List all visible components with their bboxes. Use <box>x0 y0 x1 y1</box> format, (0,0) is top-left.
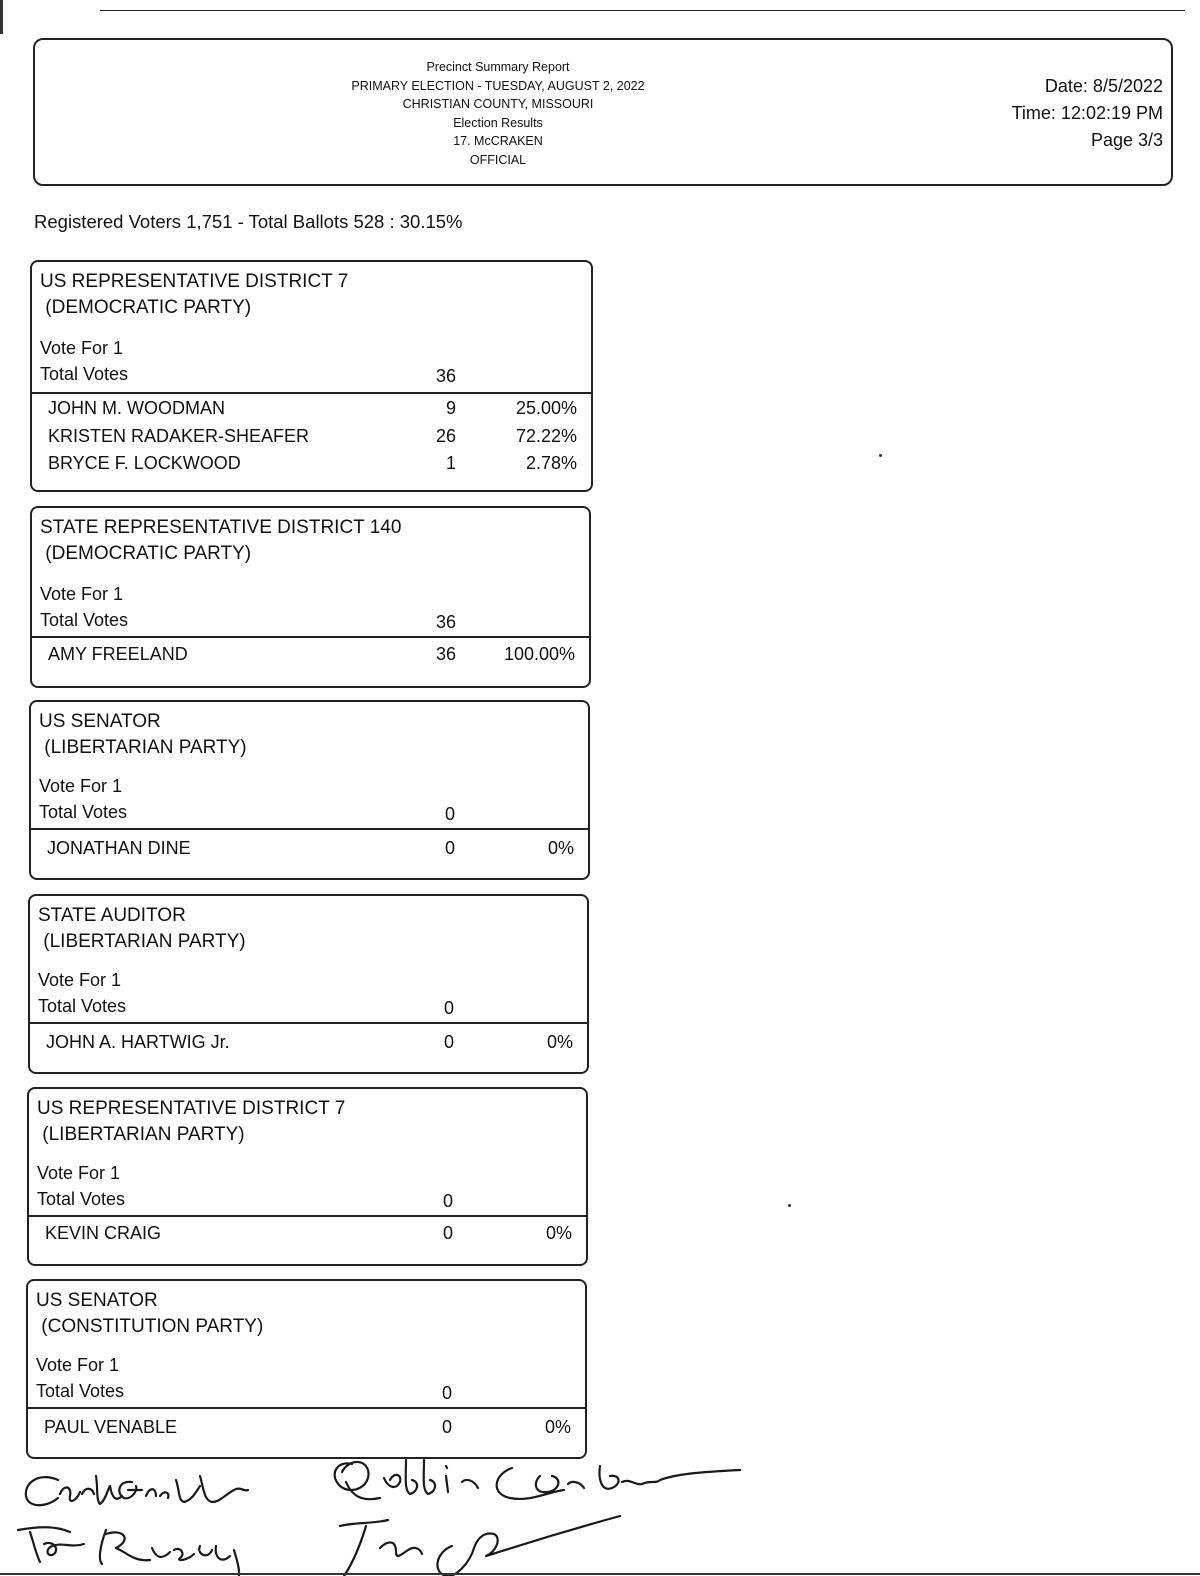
vote-for-label: Vote For 1 <box>37 1163 121 1183</box>
total-votes-value: 0 <box>444 804 455 824</box>
total-votes-label: Total Votes <box>37 1189 126 1209</box>
candidate-percent: 25.00% <box>515 398 577 418</box>
contest-title: STATE REPRESENTATIVE DISTRICT 140 <box>40 517 402 538</box>
signature-robbin-cordrae <box>335 1460 740 1499</box>
vote-for-label: Vote For 1 <box>38 970 122 990</box>
contest-divider <box>30 1022 587 1024</box>
contest-title-block <box>38 903 246 955</box>
contest-party: (DEMOCRATIC PARTY) <box>40 543 252 564</box>
total-votes-value: 0 <box>442 1191 453 1211</box>
candidate-percent: 0% <box>545 1223 572 1243</box>
candidate-votes: 9 <box>445 398 456 418</box>
candidate-percent: 0% <box>544 1417 571 1437</box>
total-votes-value: 36 <box>435 612 456 632</box>
election-name: PRIMARY ELECTION - TUESDAY, AUGUST 2, 2022 <box>351 78 645 93</box>
contest-party: (LIBERTARIAN PARTY) <box>39 737 247 758</box>
candidate-votes: 1 <box>445 453 456 473</box>
results-label: Election Results <box>453 115 543 130</box>
contest-title-block <box>39 709 247 761</box>
scan-edge-mark <box>0 0 3 34</box>
contest-title: US REPRESENTATIVE DISTRICT 7 <box>37 1098 346 1119</box>
candidate-name: BRYCE F. LOCKWOOD <box>48 453 241 473</box>
total-votes-value: 0 <box>443 998 454 1018</box>
candidate-name: KRISTEN RADAKER-SHEAFER <box>48 426 310 446</box>
contest-title-block <box>40 515 401 567</box>
contest-divider <box>32 636 589 638</box>
bottom-rule <box>0 1573 1200 1575</box>
candidate-row <box>30 1032 587 1060</box>
contest-party: (LIBERTARIAN PARTY) <box>38 931 246 952</box>
contest-divider <box>28 1407 585 1409</box>
registered-voters-line: Registered Voters 1,751 - Total Ballots 528 : 30.15% <box>34 211 463 232</box>
scan-speck <box>788 1204 791 1207</box>
report-time: Time: 12:02:19 PM <box>1011 103 1163 123</box>
candidate-votes: 0 <box>444 838 455 858</box>
candidate-name: JOHN M. WOODMAN <box>48 398 225 418</box>
contest-title: STATE AUDITOR <box>38 905 186 926</box>
total-votes-label: Total Votes <box>40 610 129 630</box>
candidate-votes: 0 <box>441 1417 452 1437</box>
report-header <box>33 38 1173 186</box>
vote-for-label: Vote For 1 <box>36 1355 120 1375</box>
contest-box <box>26 1279 587 1459</box>
report-meta <box>1012 73 1163 154</box>
precinct-name: 17. McCRAKEN <box>453 134 543 148</box>
report-title: Precinct Summary Report <box>426 60 570 74</box>
contest-box <box>30 506 591 688</box>
candidate-row <box>32 644 589 672</box>
contest-box <box>27 1087 588 1266</box>
candidate-percent: 0% <box>547 838 574 858</box>
candidate-row <box>31 838 588 866</box>
report-date: Date: 8/5/2022 <box>1044 76 1163 96</box>
candidate-percent: 72.22% <box>515 426 577 446</box>
candidate-row <box>32 398 591 426</box>
top-rule <box>100 10 1185 11</box>
county-name: CHRISTIAN COUNTY, MISSOURI <box>402 97 594 111</box>
signature-carla-essick <box>26 1476 248 1505</box>
contest-title: US SENATOR <box>36 1290 158 1311</box>
candidate-row <box>32 426 591 454</box>
contest-divider <box>31 828 588 830</box>
candidate-percent: 2.78% <box>525 453 577 473</box>
contest-title-block <box>36 1288 263 1340</box>
candidate-votes: 0 <box>442 1223 453 1243</box>
vote-for-label: Vote For 1 <box>40 584 124 604</box>
contest-box <box>30 260 593 492</box>
contest-box <box>29 700 590 880</box>
vote-for-label: Vote For 1 <box>39 776 123 796</box>
contest-party: (DEMOCRATIC PARTY) <box>40 297 252 318</box>
signatures-area <box>0 1436 760 1576</box>
candidate-percent: 0% <box>546 1032 573 1052</box>
vote-for-label: Vote For 1 <box>40 338 124 358</box>
contest-title-block <box>40 269 348 321</box>
scan-speck <box>879 454 882 457</box>
official-label: OFFICIAL <box>469 152 527 167</box>
candidate-votes: 26 <box>435 426 456 446</box>
total-votes-label: Total Votes <box>38 996 127 1016</box>
contest-box <box>28 894 589 1074</box>
signature-tom-russell <box>18 1527 239 1576</box>
total-votes-label: Total Votes <box>40 364 129 384</box>
candidate-name: KEVIN CRAIG <box>45 1223 162 1243</box>
contest-divider <box>32 392 591 394</box>
contest-party: (LIBERTARIAN PARTY) <box>37 1124 245 1145</box>
total-votes-value: 36 <box>435 366 456 386</box>
candidate-votes: 0 <box>443 1032 454 1052</box>
candidate-name: JONATHAN DINE <box>47 838 191 858</box>
candidate-name: AMY FREELAND <box>48 644 188 664</box>
report-header-title-block <box>35 58 961 169</box>
candidate-name: JOHN A. HARTWIG Jr. <box>46 1032 230 1052</box>
contest-title-block <box>37 1096 345 1148</box>
candidate-votes: 36 <box>435 644 456 664</box>
candidate-name: PAUL VENABLE <box>44 1417 178 1437</box>
total-votes-label: Total Votes <box>39 802 128 822</box>
signature-tm <box>340 1516 620 1576</box>
total-votes-value: 0 <box>441 1383 452 1403</box>
candidate-row <box>32 453 591 481</box>
contest-title: US REPRESENTATIVE DISTRICT 7 <box>40 271 349 292</box>
candidate-percent: 100.00% <box>503 644 575 664</box>
contest-divider <box>29 1215 586 1217</box>
contest-party: (CONSTITUTION PARTY) <box>36 1316 264 1337</box>
total-votes-label: Total Votes <box>36 1381 125 1401</box>
page-number: Page 3/3 <box>1090 130 1163 150</box>
candidate-row <box>29 1223 586 1251</box>
contest-title: US SENATOR <box>39 711 161 732</box>
